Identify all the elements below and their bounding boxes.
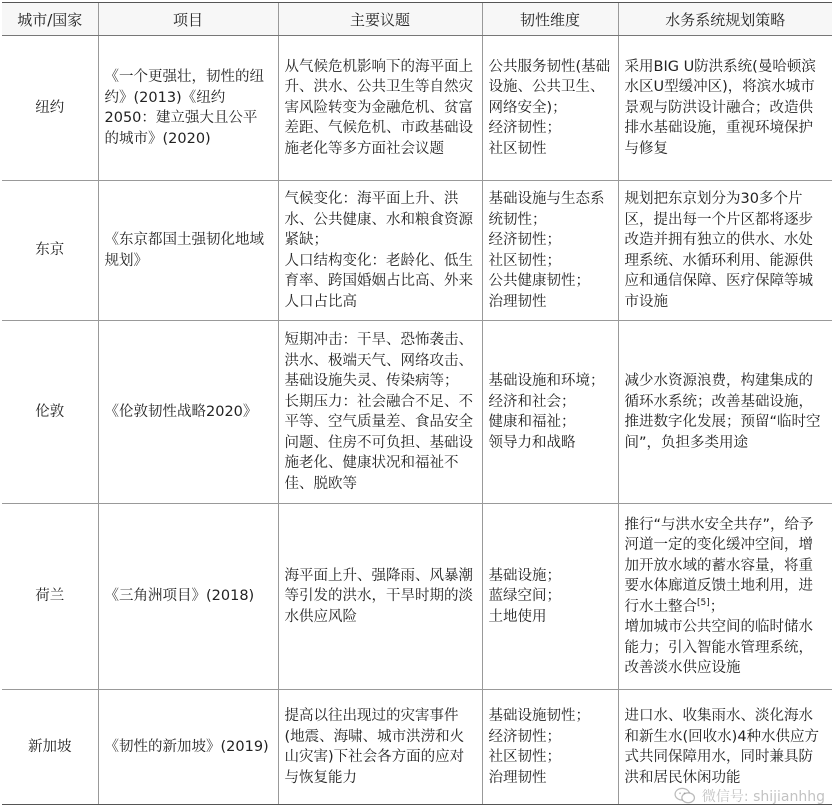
row-dimensions: 基础设施韧性； 经济韧性； 社区韧性； 治理韧性 [482,690,618,805]
header-dimensions: 韧性维度 [482,3,618,36]
row-project: 《东京都国土强韧化地域规划》 [98,181,278,321]
strategy-text-a: 推行“与洪水安全共存”，给予河道一定的变化缓冲空间，增加开放水域的蓄水容量，将重要水体廊道反馈土地利用，进行水土整合 [624,516,814,615]
row-issues: 提高以往出现过的灾害事件(地震、海啸、城市洪涝和火山灾害)下社会各方面的应对与恢复能力 [278,690,482,805]
reference-marker: [5] [697,597,710,608]
row-city: 伦敦 [2,321,98,504]
table-row [2,504,832,690]
row-strategy: 采用BIG U防洪系统(曼哈顿滨水区U型缓冲区)，将滨水城市景观与防洪设计融合；改造供排水基础设施，重视环境保护与修复 [618,36,832,181]
header-issues: 主要议题 [278,3,482,36]
row-dimensions: 基础设施与生态系统韧性； 经济韧性； 社区韧性； 公共健康韧性； 治理韧性 [482,181,618,321]
row-city: 东京 [2,181,98,321]
row-project: 《伦敦韧性战略2020》 [98,321,278,504]
row-strategy: 减少水资源浪费，构建集成的循环水系统；改善基础设施，推进数字化发展；预留“临时空间”，负担多类用途 [618,321,832,504]
row-issues: 气候变化：海平面上升、洪水、公共健康、水和粮食资源紧缺； 人口结构变化：老龄化、低生育率、跨国婚姻占比高、外来人口占比高 [278,181,482,321]
row-issues: 短期冲击：干旱、恐怖袭击、洪水、极端天气、网络攻击、基础设施失灵、传染病等； 长期压力：社会融合不足、不平等、空气质量差、食品安全问题、住房不可负担、基础设施老化、健康状况和福祉不佳、脱欧等 [278,321,482,504]
row-dimensions: 公共服务韧性(基础设施、公共卫生、网络安全)； 经济韧性； 社区韧性 [482,36,618,181]
header-project: 项目 [98,3,278,36]
watermark-text: 微信号: shijianhhg [701,789,825,805]
row-city: 荷兰 [2,504,98,690]
header-city: 城市/国家 [2,3,98,36]
watermark [674,786,825,806]
row-project: 《韧性的新加坡》(2019) [98,690,278,805]
row-strategy [618,504,832,690]
strategy-text-b: ； 增加城市公共空间的临时储水能力；引入智能水管理系统，改善淡水供应设施 [624,598,813,676]
row-project: 《一个更强壮，韧性的纽约》(2013)《纽约2050：建立强大且公平的城市》(2020) [98,36,278,181]
row-strategy: 进口水、收集雨水、淡化海水和新生水(回收水)4种水供应方式共同保障用水，同时兼具防洪和居民休闲功能 [618,690,832,805]
row-city: 新加坡 [2,690,98,805]
table-row [2,36,832,181]
wechat-icon [674,787,696,805]
row-issues: 海平面上升、强降雨、风暴潮等引发的洪水，干旱时期的淡水供应风险 [278,504,482,690]
water-resilience-table [2,2,832,805]
row-strategy: 规划把东京划分为30多个片区，提出每一个片区都将逐步改造并拥有独立的供水、水处理系统、水循环利用、能源供应和通信保障、医疗保障等城市设施 [618,181,832,321]
row-dimensions: 基础设施和环境； 经济和社会； 健康和福祉； 领导力和战略 [482,321,618,504]
row-city: 纽约 [2,36,98,181]
header-row [2,3,832,36]
header-strategy: 水务系统规划策略 [618,3,832,36]
table-row [2,181,832,321]
row-project: 《三角洲项目》(2018) [98,504,278,690]
row-dimensions: 基础设施； 蓝绿空间； 土地使用 [482,504,618,690]
table-row [2,321,832,504]
row-issues: 从气候危机影响下的海平面上升、洪水、公共卫生等自然灾害风险转变为金融危机、贫富差距、气候危机、市政基础设施老化等多方面社会议题 [278,36,482,181]
